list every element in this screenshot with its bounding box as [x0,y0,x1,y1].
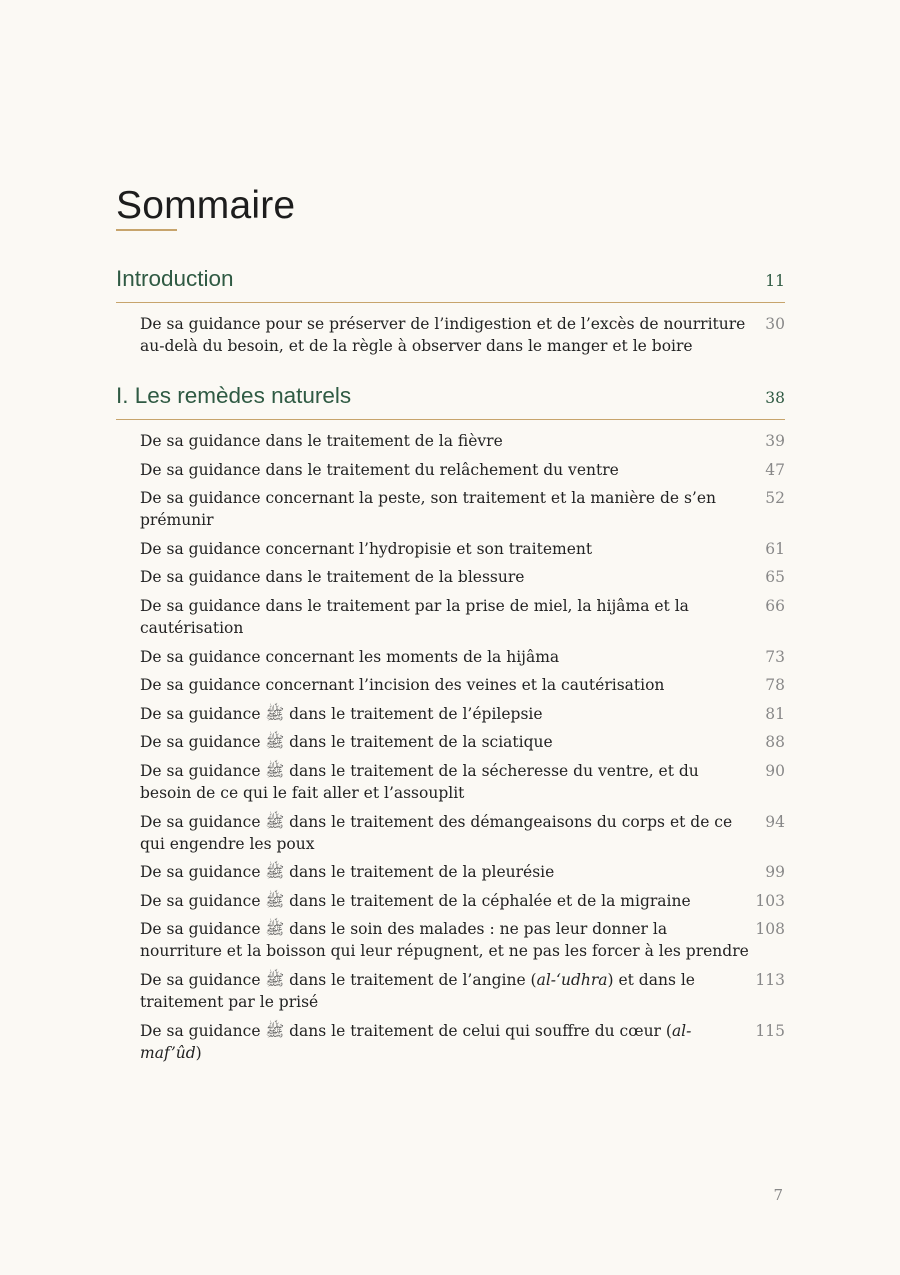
salawat-glyph: ﷺ [265,891,285,910]
text-run: De sa guidance concernant la peste, son traitement et la manière de s’en prémunir [140,489,717,530]
text-run: dans le traitement de la céphalée et de la migraine [284,891,691,910]
salawat-glyph: ﷺ [265,704,285,723]
toc-entry-page: 78 [765,676,785,695]
title-rule [116,229,177,231]
toc-entry[interactable] [140,1020,785,1064]
toc-entry-title [140,861,752,883]
table-of-contents [116,266,785,1070]
toc-section [116,383,785,1064]
text-run: De sa guidance [140,812,266,831]
salawat-glyph: ﷺ [265,1021,285,1040]
toc-entry[interactable] [140,731,785,753]
section-heading-page: 38 [765,389,785,407]
toc-entry-title [140,890,752,912]
toc-entry-title [140,487,752,531]
text-run: De sa guidance [140,1021,266,1040]
toc-entry-page: 108 [755,920,785,939]
text-run: dans le traitement de celui qui souffre du cœur ( [284,1021,672,1040]
section-heading[interactable] [116,266,785,303]
toc-entry[interactable] [140,313,785,357]
toc-entry-page: 47 [765,460,785,479]
text-run: De sa guidance [140,891,266,910]
page-title: Sommaire [116,184,296,228]
toc-entry-title [140,811,752,855]
text-run: dans le traitement de l’épilepsie [284,704,543,723]
text-run: dans le traitement de la sécheresse du ventre, et du besoin de ce qui le fait aller et l’assouplit [140,761,699,802]
salawat-glyph: ﷺ [265,812,285,831]
entry-list [116,420,785,1064]
toc-entry[interactable] [140,969,785,1013]
toc-entry-page: 103 [755,891,785,910]
toc-entry-page: 61 [765,539,785,558]
text-run: De sa guidance concernant l’incision des veines et la cautérisation [140,676,665,695]
toc-entry-page: 73 [765,647,785,666]
text-run: De sa guidance [140,920,266,939]
text-run: De sa guidance [140,761,266,780]
text-run: dans le traitement de l’angine ( [284,970,537,989]
footer-page-number: 7 [773,1186,783,1204]
toc-entry[interactable] [140,918,785,962]
text-run: De sa guidance concernant les moments de la hijâma [140,647,560,666]
toc-entry-title [140,760,752,804]
toc-entry-title [140,674,752,696]
toc-entry[interactable] [140,861,785,883]
toc-entry-page: 39 [765,432,785,450]
toc-entry-title [140,430,752,452]
toc-entry[interactable] [140,890,785,912]
toc-entry-page: 113 [755,970,785,989]
toc-entry[interactable] [140,459,785,481]
text-run: ) [195,1043,202,1062]
toc-entry[interactable] [140,487,785,531]
toc-entry-title [140,731,752,753]
toc-entry[interactable] [140,538,785,560]
toc-entry-title [140,566,752,588]
italic-term: al-maf’ûd [140,1021,692,1062]
toc-entry-title [140,646,752,668]
salawat-glyph: ﷺ [265,733,285,752]
salawat-glyph: ﷺ [265,970,285,989]
toc-entry-page: 66 [765,596,785,615]
toc-entry[interactable] [140,595,785,639]
toc-entry-title [140,595,752,639]
toc-section [116,266,785,357]
section-heading-page: 11 [765,272,785,290]
toc-entry[interactable] [140,760,785,804]
text-run: De sa guidance [140,970,266,989]
toc-entry-page: 65 [765,568,785,587]
text-run: De sa guidance dans le traitement par la prise de miel, la hijâma et la cautérisation [140,596,689,637]
toc-entry[interactable] [140,430,785,452]
italic-term: al-‘udhra [536,970,608,989]
section-heading-label: Introduction [116,266,234,291]
text-run: ) et dans le traitement par le prisé [140,970,695,1011]
toc-entry-page: 30 [765,315,785,333]
toc-entry-page: 90 [765,761,785,780]
toc-entry-page: 94 [765,812,785,831]
text-run: De sa guidance concernant l’hydropisie et son traitement [140,539,593,558]
toc-entry-page: 99 [765,863,785,882]
text-run: dans le soin des malades : ne pas leur donner la nourriture et la boisson qui leur répugnent, et ne pas les forcer à les prendre [140,920,749,961]
toc-entry[interactable] [140,566,785,588]
toc-entry-page: 52 [765,489,785,508]
toc-entry[interactable] [140,811,785,855]
text-run: De sa guidance dans le traitement de la fièvre [140,432,503,450]
salawat-glyph: ﷺ [265,920,285,939]
text-run: De sa guidance [140,733,266,752]
toc-entry-title [140,538,752,560]
text-run: De sa guidance [140,704,266,723]
toc-entry[interactable] [140,646,785,668]
text-run: De sa guidance pour se préserver de l’indigestion et de l’excès de nourriture au-delà du besoin, et de la règle à observer dans le manger et le boire [140,315,746,355]
section-heading-label: I. Les remèdes naturels [116,383,352,408]
toc-entry-title [140,703,752,725]
entry-list [116,303,785,357]
text-run: dans le traitement de la pleurésie [284,863,555,882]
toc-entry[interactable] [140,703,785,725]
salawat-glyph: ﷺ [265,761,285,780]
toc-entry[interactable] [140,674,785,696]
salawat-glyph: ﷺ [265,863,285,882]
section-heading[interactable] [116,383,785,420]
toc-entry-title [140,313,752,357]
text-run: De sa guidance dans le traitement de la blessure [140,568,525,587]
toc-entry-title [140,969,752,1013]
text-run: dans le traitement de la sciatique [284,733,553,752]
text-run: dans le traitement des démangeaisons du corps et de ce qui engendre les poux [140,812,733,853]
text-run: De sa guidance dans le traitement du relâchement du ventre [140,460,619,479]
toc-entry-page: 88 [765,733,785,752]
text-run: De sa guidance [140,863,266,882]
toc-entry-title [140,1020,752,1064]
toc-entry-page: 81 [765,704,785,723]
toc-entry-title [140,459,752,481]
toc-entry-title [140,918,752,962]
toc-entry-page: 115 [755,1021,785,1040]
